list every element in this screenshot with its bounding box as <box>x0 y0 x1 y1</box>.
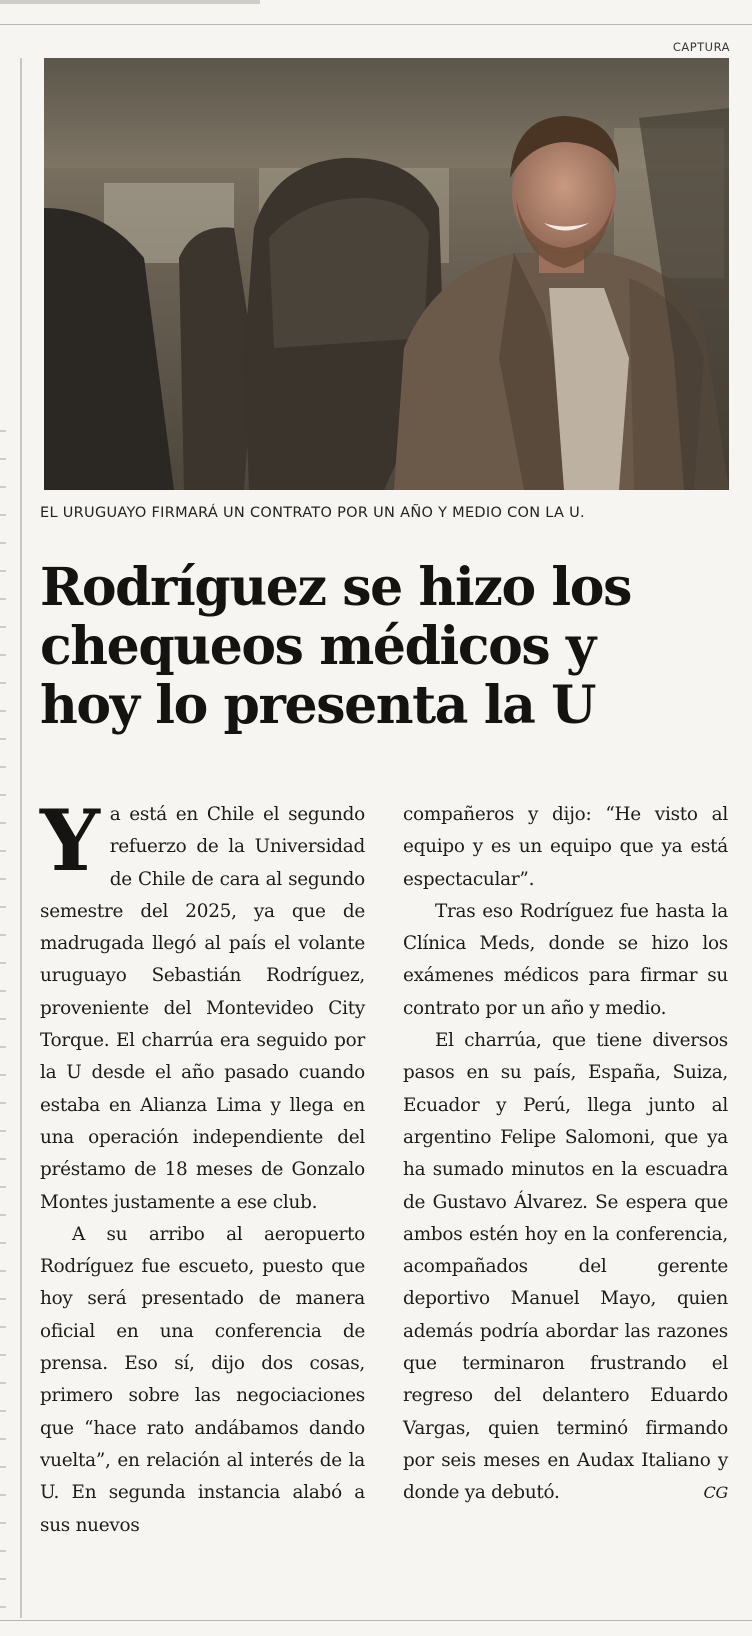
paragraph-1-text: a está en Chile el segundo refuerzo de la Universidad de Chile de cara al segundo semestre del 2025, ya que de madrugada llegó al país el volante uruguayo Sebastián Rodríguez, proveniente del Montevideo City Torque. El charrúa era seguido por la U desde el año pasado cuando estaba en Alianza Lima y llega en una operación independiente del préstamo de 18 meses de Gonzalo Montes justamente a ese club. <box>40 804 365 1213</box>
article-paragraph-2: A su arribo al aeropuerto Rodríguez fue escueto, puesto que hoy será presentado de manera oficial en una conferencia de prensa. Eso sí, dijo dos cosas, primero sobre las negociaciones que “hace rato andábamos dando vuelta”, en relación al interés de la U. En segunda instancia alabó a sus nuevos <box>40 1223 365 1536</box>
left-margin-marks <box>0 430 6 1610</box>
photo-caption: EL URUGUAYO FIRMARÁ UN CONTRATO POR UN AÑO Y MEDIO CON LA U. <box>40 505 585 521</box>
photo-credit: CAPTURA <box>672 40 730 54</box>
top-rule <box>0 24 752 25</box>
drop-cap: Y <box>40 791 100 890</box>
top-edge-bar <box>0 0 260 4</box>
article-photo <box>44 58 729 490</box>
headline-line-2: chequeos médicos y <box>40 616 595 677</box>
article-paragraph-5 <box>403 1025 728 1509</box>
headline-line-1: Rodríguez se hizo los <box>40 557 631 618</box>
article-column-2 <box>403 799 728 1510</box>
headline-line-3: hoy lo presenta la U <box>40 675 596 736</box>
article-paragraph-1 <box>40 791 365 1219</box>
photo-illustration <box>44 58 729 490</box>
article-headline <box>40 558 740 735</box>
article-column-1 <box>40 791 365 1542</box>
article-paragraph-3: compañeros y dijo: “He visto al equipo y es un equipo que ya está espectacular”. <box>403 804 728 890</box>
left-column-rule <box>20 58 22 1618</box>
article-paragraph-4: Tras eso Rodríguez fue hasta la Clínica Meds, donde se hizo los exámenes médicos para firmar su contrato por un año y medio. <box>403 900 728 1019</box>
bottom-rule <box>0 1620 752 1621</box>
author-end-mark: CG <box>703 1483 728 1503</box>
paragraph-5-text: El charrúa, que tiene diversos pasos en su país, España, Suiza, Ecuador y Perú, llega junto al argentino Felipe Salomoni, que ya ha sumado minutos en la escuadra de Gustavo Álvarez. Se espera que ambos estén hoy en la conferencia, acompañados del gerente deportivo Manuel Mayo, quien además podría abordar las razones que terminaron frustrando el regreso del delantero Eduardo Vargas, quien terminó firmando por seis meses en Audax Italiano y donde ya debutó. <box>403 1030 728 1504</box>
